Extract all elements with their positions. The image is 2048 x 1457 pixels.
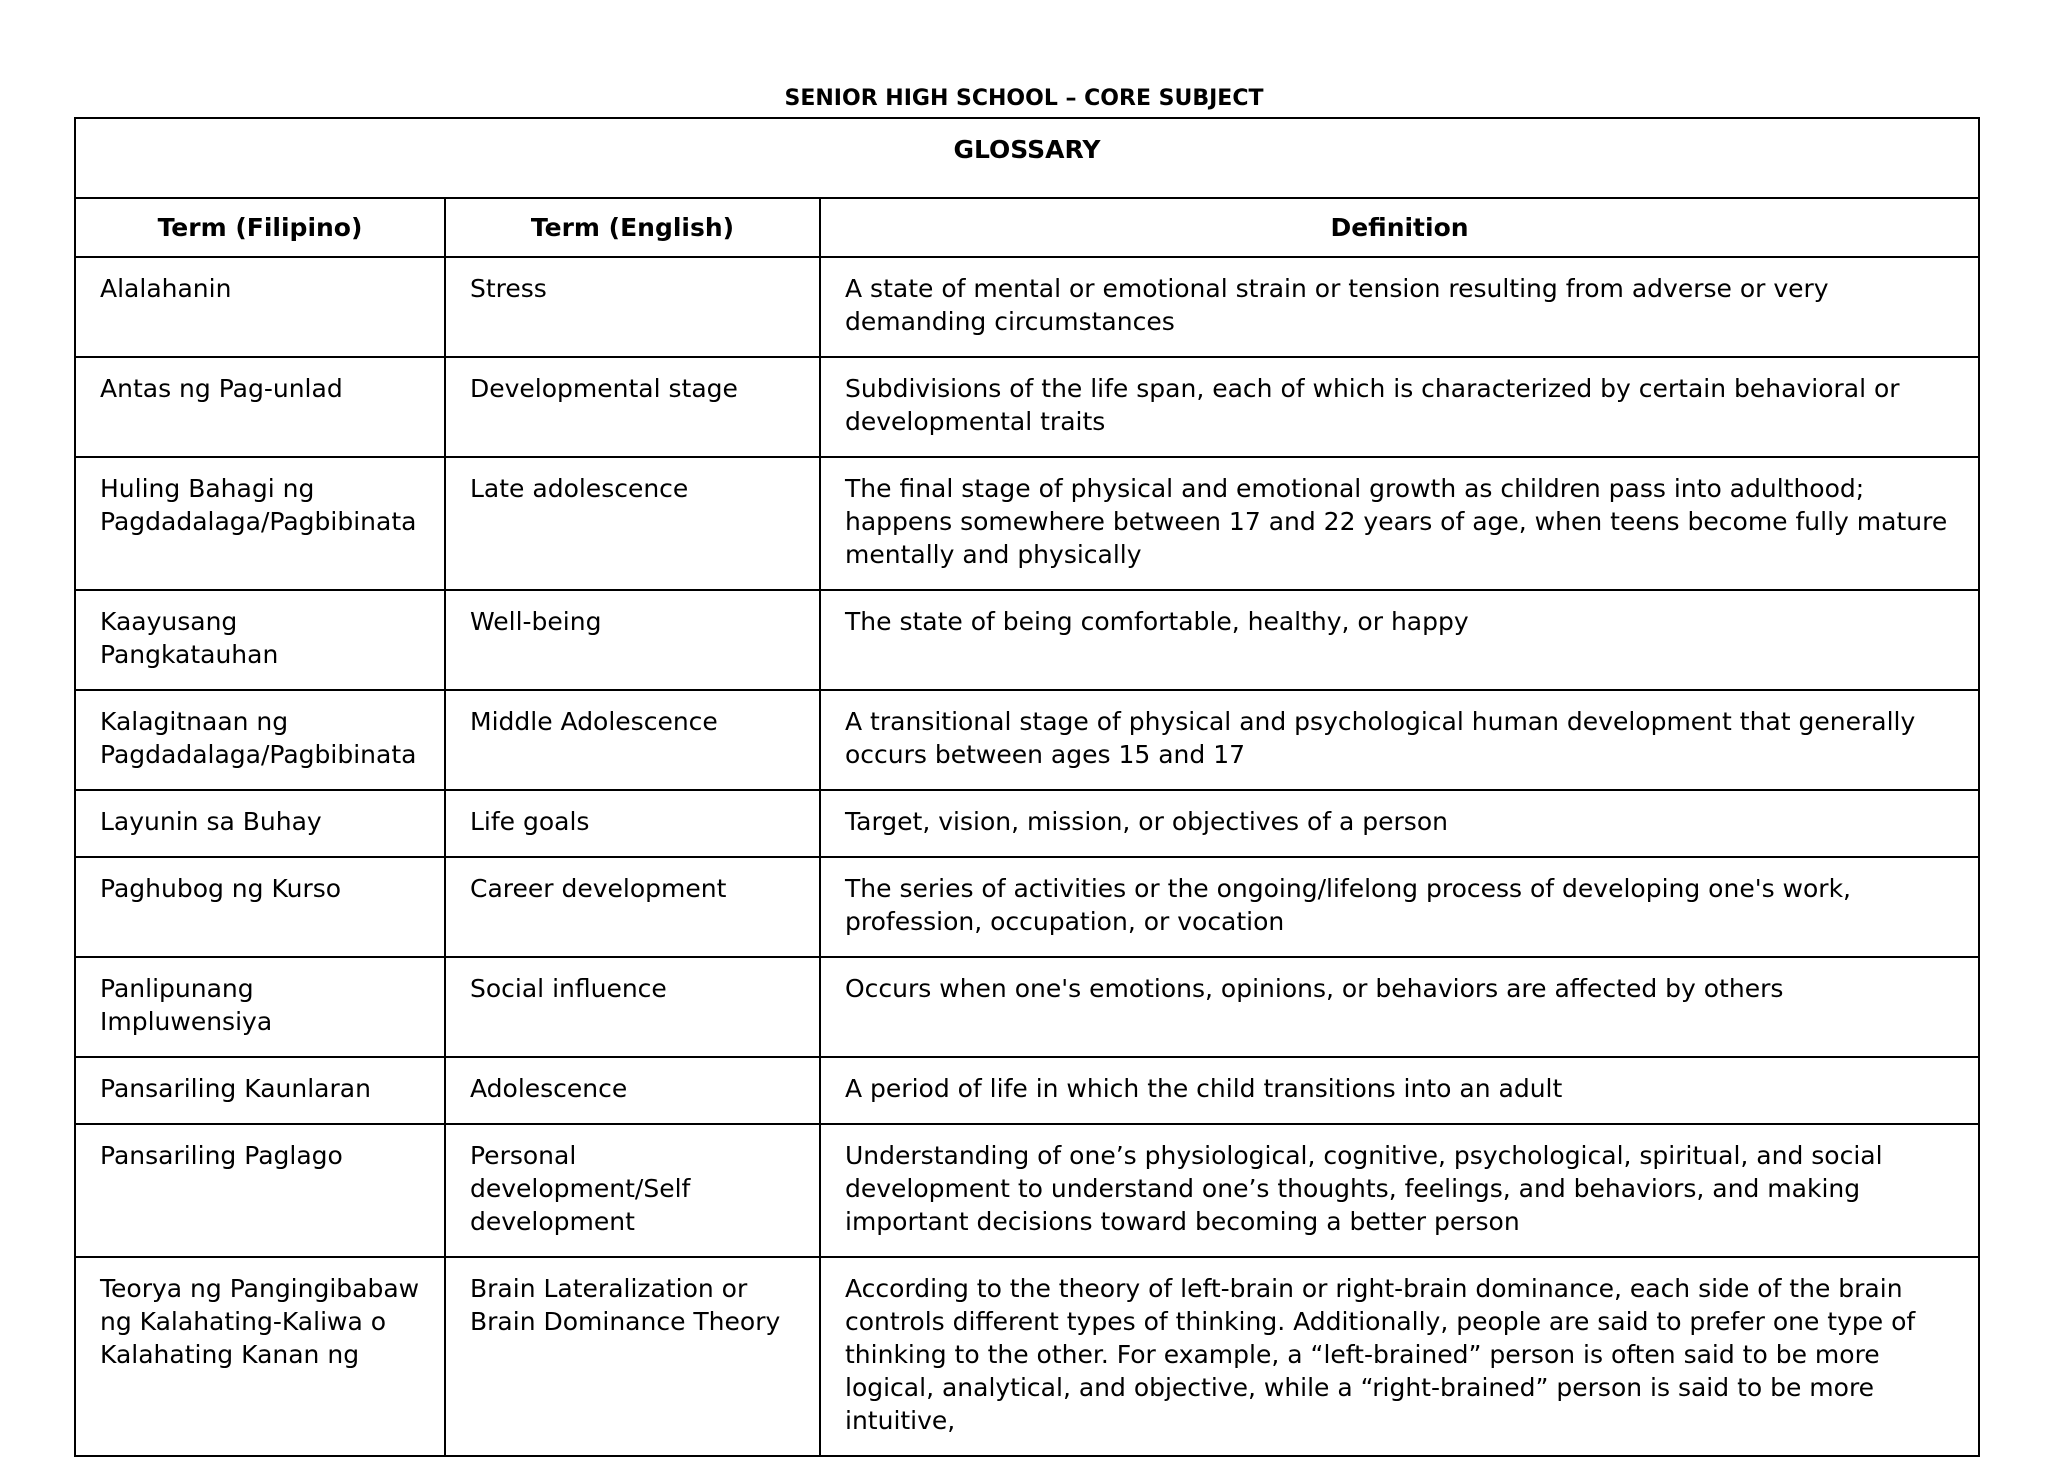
table-row bbox=[75, 257, 1979, 357]
term-definition: A period of life in which the child transitions into an adult bbox=[820, 1057, 1979, 1124]
table-row bbox=[75, 690, 1979, 790]
table-row bbox=[75, 1057, 1979, 1124]
term-filipino: Teorya ng Pangingibabaw ng Kalahating-Kaliwa o Kalahating Kanan ng bbox=[75, 1257, 445, 1456]
term-filipino: Antas ng Pag-unlad bbox=[75, 357, 445, 457]
term-definition: Target, vision, mission, or objectives of a person bbox=[820, 790, 1979, 857]
term-definition: The state of being comfortable, healthy, or happy bbox=[820, 590, 1979, 690]
table-row bbox=[75, 1124, 1979, 1257]
term-filipino: Kaayusang Pangkatauhan bbox=[75, 590, 445, 690]
term-definition: Occurs when one's emotions, opinions, or behaviors are affected by others bbox=[820, 957, 1979, 1057]
term-english: Brain Lateralization or Brain Dominance Theory bbox=[445, 1257, 820, 1456]
term-filipino: Panlipunang Impluwensiya bbox=[75, 957, 445, 1057]
term-definition: The final stage of physical and emotional growth as children pass into adulthood; happens somewhere between 17 and 22 years of age, when teens become fully mature mentally and physically bbox=[820, 457, 1979, 590]
column-header-english: Term (English) bbox=[445, 198, 820, 257]
term-filipino: Huling Bahagi ng Pagdadalaga/Pagbibinata bbox=[75, 457, 445, 590]
term-filipino: Pansariling Kaunlaran bbox=[75, 1057, 445, 1124]
table-row bbox=[75, 457, 1979, 590]
glossary-title-row bbox=[75, 118, 1979, 198]
table-row bbox=[75, 590, 1979, 690]
table-row bbox=[75, 1257, 1979, 1456]
term-english: Late adolescence bbox=[445, 457, 820, 590]
term-english: Career development bbox=[445, 857, 820, 957]
term-filipino: Alalahanin bbox=[75, 257, 445, 357]
table-row bbox=[75, 857, 1979, 957]
term-filipino: Kalagitnaan ng Pagdadalaga/Pagbibinata bbox=[75, 690, 445, 790]
term-english: Life goals bbox=[445, 790, 820, 857]
term-english: Stress bbox=[445, 257, 820, 357]
term-definition: Understanding of one’s physiological, cognitive, psychological, spiritual, and social development to understand one’s thoughts, feelings, and behaviors, and making important decisions toward becoming a better person bbox=[820, 1124, 1979, 1257]
column-header-filipino: Term (Filipino) bbox=[75, 198, 445, 257]
table-row bbox=[75, 790, 1979, 857]
table-row bbox=[75, 357, 1979, 457]
term-definition: The series of activities or the ongoing/lifelong process of developing one's work, profession, occupation, or vocation bbox=[820, 857, 1979, 957]
term-english: Social influence bbox=[445, 957, 820, 1057]
term-definition: Subdivisions of the life span, each of which is characterized by certain behavioral or developmental traits bbox=[820, 357, 1979, 457]
table-row bbox=[75, 957, 1979, 1057]
term-filipino: Pansariling Paglago bbox=[75, 1124, 445, 1257]
term-english: Developmental stage bbox=[445, 357, 820, 457]
term-english: Adolescence bbox=[445, 1057, 820, 1124]
term-english: Personal development/Self development bbox=[445, 1124, 820, 1257]
term-filipino: Paghubog ng Kurso bbox=[75, 857, 445, 957]
term-english: Middle Adolescence bbox=[445, 690, 820, 790]
term-definition: According to the theory of left-brain or right-brain dominance, each side of the brain controls different types of thinking. Additionally, people are said to prefer one type of thinking to the other. For example, a “left-brained” person is often said to be more logical, analytical, and objective, while a “right-brained” person is said to be more intuitive, bbox=[820, 1257, 1979, 1456]
term-english: Well-being bbox=[445, 590, 820, 690]
term-definition: A state of mental or emotional strain or tension resulting from adverse or very demanding circumstances bbox=[820, 257, 1979, 357]
glossary-table bbox=[74, 117, 1980, 1457]
document-header: SENIOR HIGH SCHOOL – CORE SUBJECT bbox=[784, 86, 1264, 111]
column-header-definition: Definition bbox=[820, 198, 1979, 257]
glossary-title: GLOSSARY bbox=[75, 118, 1979, 198]
term-definition: A transitional stage of physical and psychological human development that generally occurs between ages 15 and 17 bbox=[820, 690, 1979, 790]
column-header-row bbox=[75, 198, 1979, 257]
term-filipino: Layunin sa Buhay bbox=[75, 790, 445, 857]
